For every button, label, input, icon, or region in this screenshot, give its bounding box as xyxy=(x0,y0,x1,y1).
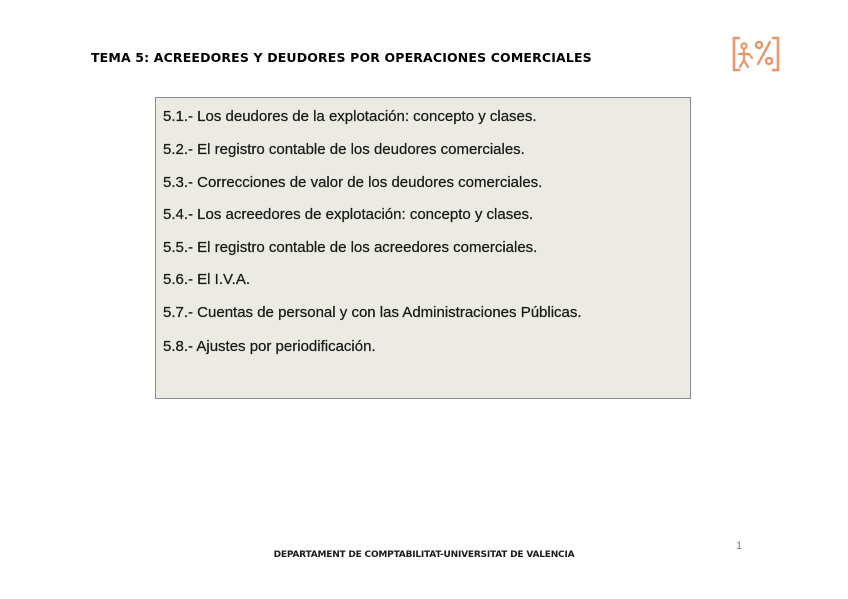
toc-item-5-1: 5.1.- Los deudores de la explotación: concepto y clases. xyxy=(163,108,537,125)
bracket-percent-logo-icon xyxy=(730,34,782,74)
table-of-contents-box xyxy=(155,97,691,399)
toc-item-5-8: 5.8.- Ajustes por periodificación. xyxy=(163,338,376,355)
toc-item-5-5: 5.5.- El registro contable de los acreedores comerciales. xyxy=(163,239,538,256)
toc-item-5-2: 5.2.- El registro contable de los deudores comerciales. xyxy=(163,141,525,158)
toc-item-5-4: 5.4.- Los acreedores de explotación: concepto y clases. xyxy=(163,206,534,223)
page-footer: DEPARTAMENT DE COMPTABILITAT-UNIVERSITAT DE VALENCIA xyxy=(273,550,575,560)
page-title: TEMA 5: ACREEDORES Y DEUDORES POR OPERACIONES COMERCIALES xyxy=(91,50,592,65)
page-number: 1 xyxy=(736,540,743,552)
toc-item-5-3: 5.3.- Correcciones de valor de los deudores comerciales. xyxy=(163,174,543,191)
toc-item-5-7: 5.7.- Cuentas de personal y con las Administraciones Públicas. xyxy=(163,304,582,321)
toc-item-5-6: 5.6.- El I.V.A. xyxy=(163,271,250,288)
